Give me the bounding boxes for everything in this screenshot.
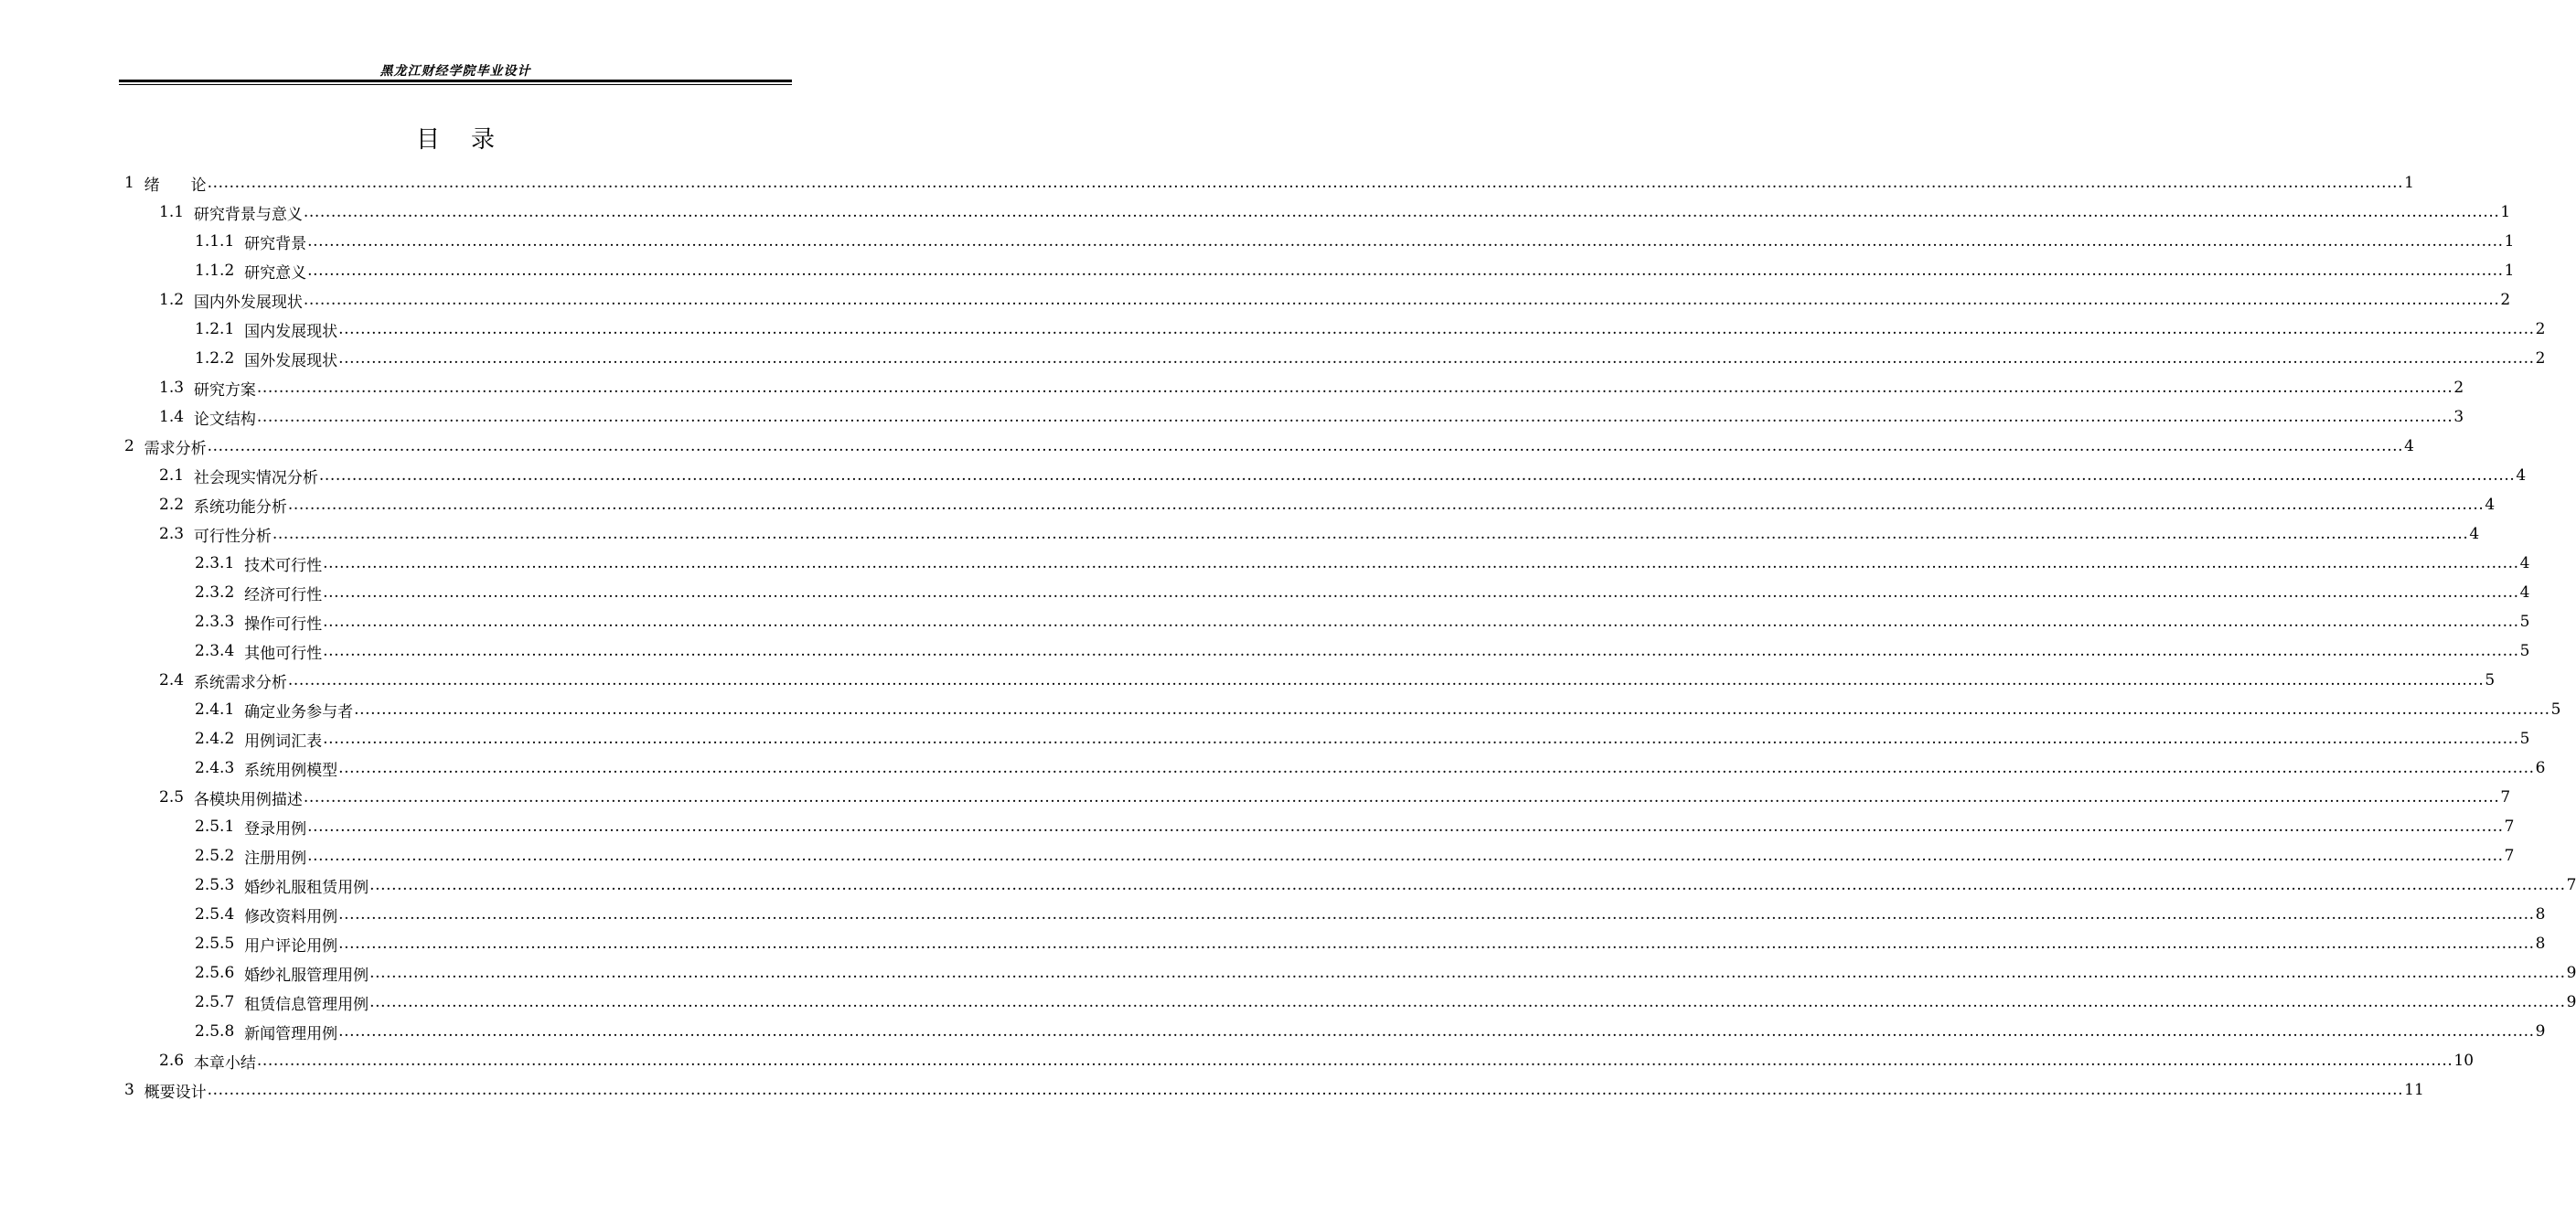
toc-entry[interactable] (195, 988, 2576, 1017)
toc-dot-leader: ................................................................................................................................................................................................................................................................................................................................................................................................................ (307, 262, 2504, 280)
toc-entry[interactable] (159, 402, 2464, 432)
toc-entry[interactable] (195, 958, 2576, 988)
toc-dot-leader: ................................................................................................................................................................................................................................................................................................................................................................................................................ (354, 700, 2550, 719)
toc-dot-leader: ................................................................................................................................................................................................................................................................................................................................................................................................................ (307, 232, 2504, 251)
toc-dot-leader: ................................................................................................................................................................................................................................................................................................................................................................................................................ (207, 1081, 2404, 1099)
toc-entry-title: 用户评论用例 (244, 936, 338, 956)
header-rule-thin (119, 84, 792, 85)
toc-entry-page: 1 (2404, 174, 2414, 192)
toc-entry[interactable] (159, 285, 2511, 315)
toc-entry-number: 2.5.5 (195, 935, 235, 953)
toc-entry[interactable] (124, 432, 2414, 461)
toc-entry-number: 2.3.2 (195, 583, 235, 602)
toc-entry-title: 研究背景与意义 (193, 205, 303, 224)
toc-entry-page: 9 (2566, 993, 2576, 1011)
toc-dot-leader: ................................................................................................................................................................................................................................................................................................................................................................................................................ (307, 818, 2504, 836)
toc-entry-page: 7 (2500, 788, 2511, 807)
header-rule-thick (119, 80, 792, 82)
toc-entry[interactable] (195, 227, 2515, 256)
toc-dot-leader: ................................................................................................................................................................................................................................................................................................................................................................................................................ (307, 847, 2504, 865)
toc-entry-number: 2.6 (159, 1052, 185, 1070)
page-title: 目录 (415, 126, 526, 154)
toc-entry-title: 婚纱礼服管理用例 (244, 966, 369, 985)
toc-entry-number: 1 (124, 174, 134, 192)
toc-dot-leader: ................................................................................................................................................................................................................................................................................................................................................................................................................ (303, 291, 2500, 309)
toc-entry-number: 1.3 (159, 379, 185, 397)
toc-dot-leader: ................................................................................................................................................................................................................................................................................................................................................................................................................ (287, 496, 2485, 514)
toc-entry-number: 2.3.1 (195, 554, 235, 572)
toc-dot-leader: ................................................................................................................................................................................................................................................................................................................................................................................................................ (256, 408, 2453, 426)
toc-entry[interactable] (159, 198, 2511, 227)
toc-entry-number: 1.4 (159, 408, 185, 426)
toc-entry-page: 4 (2469, 525, 2480, 543)
toc-entry[interactable] (159, 1046, 2474, 1075)
toc-entry-title: 系统功能分析 (193, 497, 287, 517)
toc-entry-page: 4 (2519, 554, 2530, 572)
toc-dot-leader: ................................................................................................................................................................................................................................................................................................................................................................................................................ (338, 759, 2535, 777)
toc-entry-page: 7 (2566, 876, 2576, 894)
toc-entry[interactable] (195, 549, 2530, 578)
toc-entry[interactable] (159, 373, 2464, 402)
toc-entry[interactable] (195, 695, 2561, 724)
toc-entry-number: 2.5.8 (195, 1022, 235, 1041)
toc-entry-page: 11 (2404, 1081, 2424, 1099)
toc-entry[interactable] (195, 929, 2546, 958)
toc-entry[interactable] (195, 578, 2530, 607)
toc-entry[interactable] (159, 519, 2480, 549)
toc-dot-leader: ................................................................................................................................................................................................................................................................................................................................................................................................................ (369, 993, 2566, 1011)
toc-dot-leader: ................................................................................................................................................................................................................................................................................................................................................................................................................ (207, 437, 2404, 455)
toc-entry-number: 2.5.1 (195, 818, 235, 836)
toc-entry-page: 10 (2453, 1052, 2474, 1070)
toc-entry-number: 2.1 (159, 466, 185, 485)
toc-entry-number: 2.3.3 (195, 613, 235, 631)
toc-dot-leader: ................................................................................................................................................................................................................................................................................................................................................................................................................ (272, 525, 2469, 543)
toc-entry-page: 4 (2519, 583, 2530, 602)
toc-entry-title: 国内外发展现状 (193, 293, 303, 312)
toc-entry-title: 注册用例 (244, 849, 307, 868)
toc-entry-number: 3 (124, 1081, 134, 1099)
toc-entry-number: 1.2 (159, 291, 185, 309)
toc-entry[interactable] (195, 812, 2515, 841)
toc-entry-title: 概要设计 (144, 1083, 207, 1102)
toc-entry[interactable] (195, 900, 2546, 929)
toc-entry-page: 7 (2504, 847, 2515, 865)
toc-dot-leader: ................................................................................................................................................................................................................................................................................................................................................................................................................ (369, 964, 2566, 982)
toc-entry[interactable] (159, 461, 2527, 490)
toc-entry-number: 2.2 (159, 496, 185, 514)
toc-entry-page: 2 (2535, 349, 2546, 368)
toc-entry-page: 1 (2504, 262, 2515, 280)
toc-entry-page: 9 (2566, 964, 2576, 982)
toc-entry-page: 6 (2535, 759, 2546, 777)
toc-entry[interactable] (195, 753, 2546, 783)
toc-entry-number: 2.5.6 (195, 964, 235, 982)
running-header: 黑龙江财经学院毕业设计 (379, 64, 531, 79)
toc-entry-title: 新闻管理用例 (244, 1024, 338, 1043)
toc-entry[interactable] (195, 315, 2546, 344)
toc-entry-title: 租赁信息管理用例 (244, 995, 369, 1014)
toc-entry-number: 2 (124, 437, 134, 455)
toc-entry[interactable] (159, 783, 2511, 812)
toc-dot-leader: ................................................................................................................................................................................................................................................................................................................................................................................................................ (207, 174, 2404, 192)
toc-entry[interactable] (195, 871, 2576, 900)
toc-entry-page: 8 (2535, 905, 2546, 924)
toc-entry-page: 4 (2516, 466, 2527, 485)
toc-entry[interactable] (159, 666, 2496, 695)
toc-entry-page: 5 (2519, 613, 2530, 631)
toc-dot-leader: ................................................................................................................................................................................................................................................................................................................................................................................................................ (323, 642, 2519, 660)
toc-entry-title: 研究意义 (244, 263, 307, 283)
toc-entry-page: 4 (2485, 496, 2496, 514)
toc-entry[interactable] (195, 344, 2546, 373)
toc-entry-number: 2.4.3 (195, 759, 235, 777)
toc-entry-title: 技术可行性 (244, 556, 323, 575)
toc-entry-number: 2.3.4 (195, 642, 235, 660)
toc-dot-leader: ................................................................................................................................................................................................................................................................................................................................................................................................................ (338, 935, 2535, 953)
toc-dot-leader: ................................................................................................................................................................................................................................................................................................................................................................................................................ (323, 554, 2519, 572)
toc-dot-leader: ................................................................................................................................................................................................................................................................................................................................................................................................................ (323, 730, 2519, 748)
toc-entry-title: 操作可行性 (244, 614, 323, 634)
toc-entry-number: 2.5.2 (195, 847, 235, 865)
toc-entry-title: 登录用例 (244, 819, 307, 839)
toc-dot-leader: ................................................................................................................................................................................................................................................................................................................................................................................................................ (338, 320, 2535, 338)
toc-dot-leader: ................................................................................................................................................................................................................................................................................................................................................................................................................ (323, 613, 2519, 631)
toc-entry-page: 4 (2404, 437, 2414, 455)
toc-entry-title: 用例词汇表 (244, 732, 323, 751)
toc-entry-number: 2.4.1 (195, 700, 235, 719)
toc-entry-number: 2.5 (159, 788, 185, 807)
toc-entry-title: 修改资料用例 (244, 907, 338, 926)
toc-dot-leader: ................................................................................................................................................................................................................................................................................................................................................................................................................ (338, 349, 2535, 368)
toc-entry-title: 论文结构 (193, 410, 256, 429)
toc-entry-page: 5 (2485, 671, 2496, 689)
toc-entry-number: 2.4 (159, 671, 185, 689)
toc-entry-title: 研究背景 (244, 234, 307, 253)
toc-entry-title: 国内发展现状 (244, 322, 338, 341)
toc-entry-title: 本章小结 (193, 1053, 256, 1073)
toc-entry-number: 2.3 (159, 525, 185, 543)
toc-entry[interactable] (159, 490, 2496, 519)
toc-entry-page: 2 (2535, 320, 2546, 338)
toc-entry[interactable] (124, 1075, 2424, 1105)
toc-entry-title: 系统用例模型 (244, 761, 338, 780)
toc-entry-number: 2.5.4 (195, 905, 235, 924)
toc-entry-title: 可行性分析 (193, 527, 272, 546)
toc-entry-number: 2.5.7 (195, 993, 235, 1011)
toc-entry[interactable] (195, 1017, 2546, 1046)
toc-entry-title: 绪 论 (144, 176, 207, 195)
toc-entry-page: 1 (2504, 232, 2515, 251)
toc-dot-leader: ................................................................................................................................................................................................................................................................................................................................................................................................................ (318, 466, 2516, 485)
toc-entry-number: 2.5.3 (195, 876, 235, 894)
toc-entry-number: 1.1 (159, 203, 185, 221)
toc-dot-leader: ................................................................................................................................................................................................................................................................................................................................................................................................................ (369, 876, 2566, 894)
toc-entry-page: 7 (2504, 818, 2515, 836)
toc-dot-leader: ................................................................................................................................................................................................................................................................................................................................................................................................................ (287, 671, 2485, 689)
toc-dot-leader: ................................................................................................................................................................................................................................................................................................................................................................................................................ (338, 905, 2535, 924)
toc-entry-title: 各模块用例描述 (193, 790, 303, 809)
toc-entry-page: 5 (2519, 730, 2530, 748)
toc-entry-page: 2 (2500, 291, 2511, 309)
toc-entry[interactable] (124, 168, 2414, 198)
toc-entry-title: 需求分析 (144, 439, 207, 458)
toc-entry-number: 1.2.1 (195, 320, 235, 338)
toc-dot-leader: ................................................................................................................................................................................................................................................................................................................................................................................................................ (338, 1022, 2535, 1041)
toc-dot-leader: ................................................................................................................................................................................................................................................................................................................................................................................................................ (323, 583, 2519, 602)
toc-entry-number: 1.1.1 (195, 232, 235, 251)
toc-dot-leader: ................................................................................................................................................................................................................................................................................................................................................................................................................ (303, 788, 2500, 807)
toc-entry[interactable] (195, 841, 2515, 871)
toc-entry-page: 1 (2500, 203, 2511, 221)
toc-entry[interactable] (195, 636, 2530, 666)
toc-entry-title: 确定业务参与者 (244, 702, 354, 721)
toc-entry-title: 其他可行性 (244, 644, 323, 663)
toc-entry-page: 5 (2550, 700, 2561, 719)
toc-entry-title: 国外发展现状 (244, 351, 338, 370)
toc-entry-title: 婚纱礼服租赁用例 (244, 878, 369, 897)
toc-entry-page: 9 (2535, 1022, 2546, 1041)
toc-entry-number: 2.4.2 (195, 730, 235, 748)
toc-entry-number: 1.1.2 (195, 262, 235, 280)
toc-entry[interactable] (195, 256, 2515, 285)
toc-entry-title: 社会现实情况分析 (193, 468, 318, 487)
toc-entry-page: 5 (2519, 642, 2530, 660)
toc-dot-leader: ................................................................................................................................................................................................................................................................................................................................................................................................................ (256, 1052, 2453, 1070)
toc-dot-leader: ................................................................................................................................................................................................................................................................................................................................................................................................................ (303, 203, 2500, 221)
toc-entry[interactable] (195, 607, 2530, 636)
toc-entry-page: 3 (2453, 408, 2464, 426)
toc-entry-title: 系统需求分析 (193, 673, 287, 692)
toc-entry-number: 1.2.2 (195, 349, 235, 368)
toc-dot-leader: ................................................................................................................................................................................................................................................................................................................................................................................................................ (256, 379, 2453, 397)
toc-entry-page: 8 (2535, 935, 2546, 953)
toc-entry-title: 经济可行性 (244, 585, 323, 604)
toc-entry[interactable] (195, 724, 2530, 753)
toc-entry-page: 2 (2453, 379, 2464, 397)
toc-entry-title: 研究方案 (193, 380, 256, 400)
